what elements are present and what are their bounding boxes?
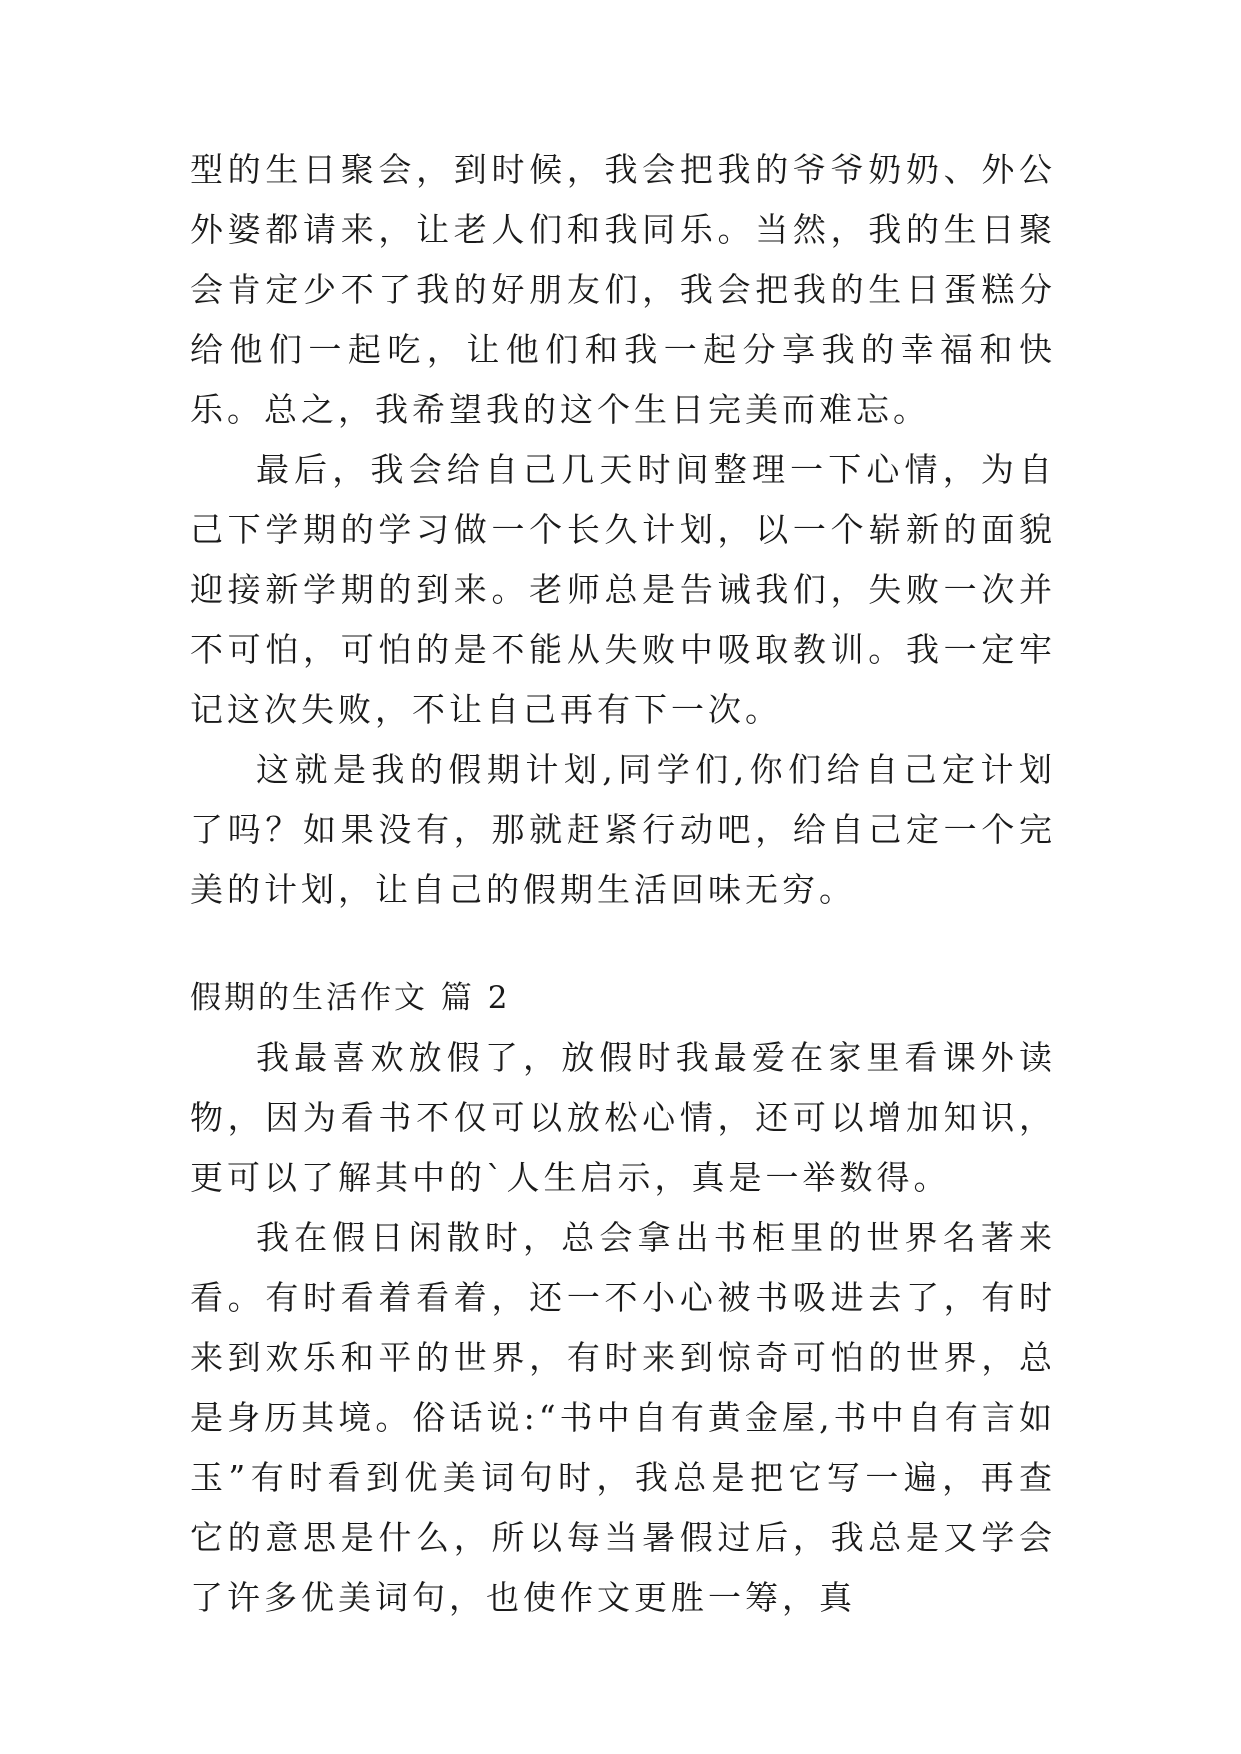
paragraph-love-holiday: 我最喜欢放假了，放假时我最爱在家里看课外读物，因为看书不仅可以放松心情，还可以增加知识，更可以了解其中的`人生启示，真是一举数得。 xyxy=(190,1038,1056,1197)
paragraph-finally: 最后，我会给自己几天时间整理一下心情，为自己下学期的学习做一个长久计划，以一个崭新的面貌迎接新学期的到来。老师总是告诫我们，失败一次并不可怕，可怕的是不能从失败中吸取教训。我一定牢记这次失败，不让自己再有下一次。 xyxy=(190,450,1056,729)
section-heading: 假期的生活作文 篇 2 xyxy=(190,980,511,1016)
paragraph-birthday-party: 型的生日聚会，到时候，我会把我的爷爷奶奶、外公外婆都请来，让老人们和我同乐。当然，我的生日聚会肯定少不了我的好朋友们，我会把我的生日蛋糕分给他们一起吃，让他们和我一起分享我的幸福和快乐。总之，我希望我的这个生日完美而难忘。 xyxy=(190,150,1056,429)
paragraph-reading-classics: 我在假日闲散时，总会拿出书柜里的世界名著来看。有时看着看着，还一不小心被书吸进去了，有时来到欢乐和平的世界，有时来到惊奇可怕的世界，总是身历其境。俗话说:“书中自有黄金屋,书中自有言如玉”有时看到优美词句时，我总是把它写一遍，再查它的意思是什么，所以每当暑假过后，我总是又学会了许多优美词句，也使作文更胜一筹，真 xyxy=(190,1218,1056,1617)
paragraph-holiday-plan: 这就是我的假期计划,同学们,你们给自己定计划了吗？如果没有，那就赶紧行动吧，给自己定一个完美的计划，让自己的假期生活回味无穷。 xyxy=(190,750,1056,909)
document-page xyxy=(190,140,1056,1628)
